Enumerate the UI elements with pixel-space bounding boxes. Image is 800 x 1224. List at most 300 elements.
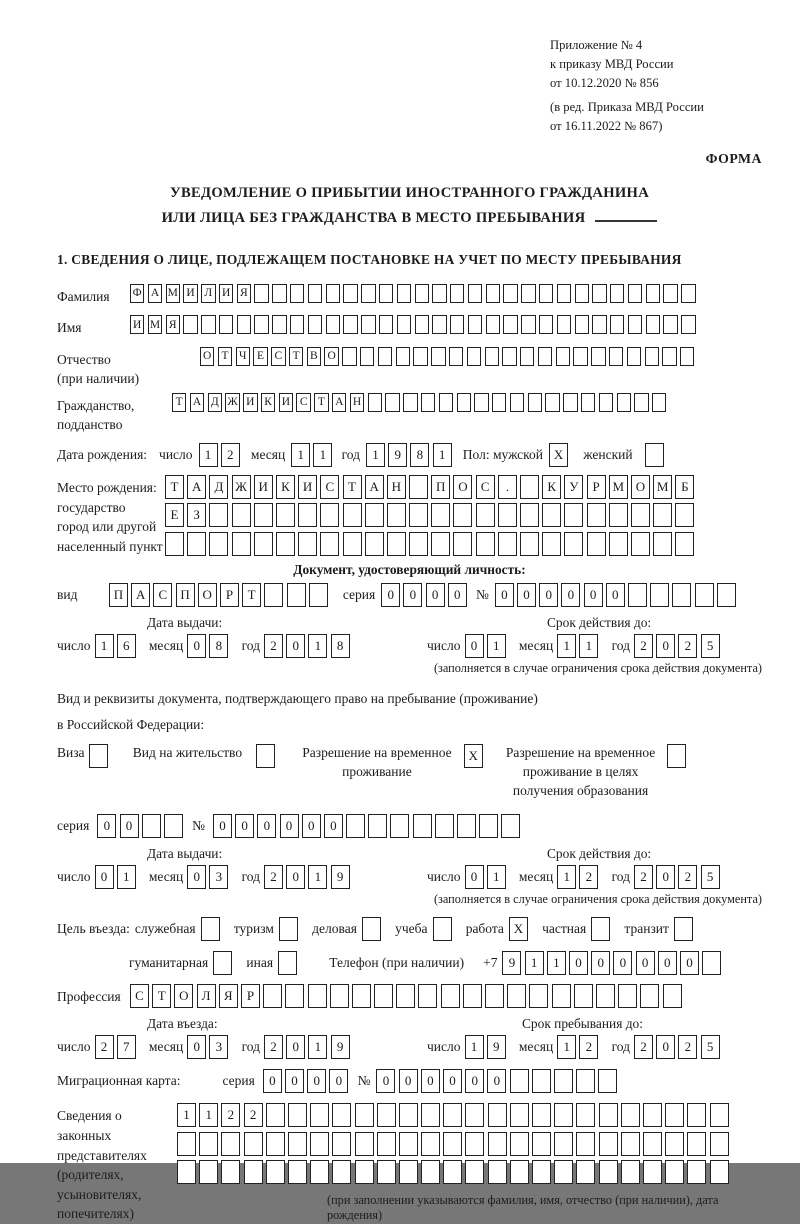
char-box[interactable] xyxy=(387,532,406,556)
char-box[interactable] xyxy=(320,532,339,556)
char-box[interactable]: Л xyxy=(201,284,215,303)
char-box[interactable] xyxy=(662,347,676,366)
char-box[interactable]: 3 xyxy=(209,865,228,889)
char-box[interactable] xyxy=(576,1132,595,1156)
char-box[interactable]: Т xyxy=(152,984,171,1008)
char-box[interactable] xyxy=(663,284,677,303)
char-box[interactable]: 2 xyxy=(678,634,697,658)
char-box[interactable]: 0 xyxy=(591,951,610,975)
char-box[interactable] xyxy=(663,984,682,1008)
char-box[interactable]: Н xyxy=(350,393,364,412)
char-box[interactable] xyxy=(581,393,595,412)
char-box[interactable] xyxy=(474,393,488,412)
checkbox-temp-residence-edu[interactable] xyxy=(667,744,686,768)
char-box[interactable] xyxy=(486,284,500,303)
char-box[interactable] xyxy=(374,984,393,1008)
char-box[interactable]: 1 xyxy=(95,634,114,658)
char-box[interactable]: К xyxy=(261,393,275,412)
char-box[interactable] xyxy=(397,315,411,334)
char-box[interactable] xyxy=(643,1132,662,1156)
char-box[interactable] xyxy=(387,503,406,527)
char-box[interactable]: А xyxy=(365,475,384,499)
char-box[interactable] xyxy=(396,984,415,1008)
char-box[interactable] xyxy=(431,503,450,527)
char-box[interactable] xyxy=(365,532,384,556)
char-box[interactable]: 1 xyxy=(308,865,327,889)
char-box[interactable] xyxy=(450,284,464,303)
char-box[interactable]: 1 xyxy=(557,865,576,889)
char-box[interactable] xyxy=(576,1103,595,1127)
char-box[interactable]: 0 xyxy=(465,634,484,658)
char-box[interactable] xyxy=(310,1103,329,1127)
char-box[interactable]: 0 xyxy=(656,634,675,658)
char-box[interactable] xyxy=(435,814,454,838)
char-box[interactable]: О xyxy=(324,347,338,366)
char-box[interactable]: 2 xyxy=(579,1035,598,1059)
char-box[interactable]: 2 xyxy=(678,1035,697,1059)
char-box[interactable] xyxy=(488,1160,507,1184)
char-box[interactable]: Я xyxy=(219,984,238,1008)
char-box[interactable]: Т xyxy=(218,347,232,366)
char-box[interactable] xyxy=(468,315,482,334)
char-box[interactable]: 0 xyxy=(539,583,558,607)
char-box[interactable]: 8 xyxy=(331,634,350,658)
char-box[interactable] xyxy=(621,1103,640,1127)
char-box[interactable] xyxy=(646,284,660,303)
char-box[interactable]: Т xyxy=(289,347,303,366)
char-box[interactable]: Д xyxy=(208,393,222,412)
char-box[interactable]: 9 xyxy=(331,865,350,889)
char-box[interactable] xyxy=(308,284,322,303)
char-box[interactable] xyxy=(463,984,482,1008)
char-box[interactable]: И xyxy=(254,475,273,499)
char-box[interactable]: 1 xyxy=(291,443,310,467)
char-box[interactable]: И xyxy=(243,393,257,412)
char-box[interactable] xyxy=(219,315,233,334)
char-box[interactable] xyxy=(368,393,382,412)
char-box[interactable] xyxy=(643,1160,662,1184)
char-box[interactable]: 1 xyxy=(433,443,452,467)
char-box[interactable] xyxy=(413,814,432,838)
char-box[interactable] xyxy=(221,1132,240,1156)
char-box[interactable] xyxy=(183,315,197,334)
char-box[interactable] xyxy=(653,532,672,556)
char-box[interactable]: 1 xyxy=(177,1103,196,1127)
char-box[interactable] xyxy=(681,315,695,334)
char-box[interactable]: 1 xyxy=(525,951,544,975)
char-box[interactable] xyxy=(652,393,666,412)
char-box[interactable] xyxy=(352,984,371,1008)
char-box[interactable]: С xyxy=(130,984,149,1008)
char-box[interactable]: 0 xyxy=(286,1035,305,1059)
char-box[interactable]: 1 xyxy=(199,1103,218,1127)
checkbox-gumanitarnaya[interactable] xyxy=(213,951,232,975)
char-box[interactable]: О xyxy=(174,984,193,1008)
char-box[interactable] xyxy=(557,315,571,334)
char-box[interactable] xyxy=(650,583,669,607)
char-box[interactable]: 1 xyxy=(199,443,218,467)
char-box[interactable] xyxy=(529,984,548,1008)
char-box[interactable] xyxy=(556,347,570,366)
char-box[interactable]: 0 xyxy=(381,583,400,607)
char-box[interactable] xyxy=(710,1103,729,1127)
char-box[interactable] xyxy=(254,315,268,334)
char-box[interactable] xyxy=(532,1103,551,1127)
char-box[interactable] xyxy=(675,532,694,556)
char-box[interactable] xyxy=(310,1132,329,1156)
char-box[interactable] xyxy=(355,1103,374,1127)
char-box[interactable] xyxy=(199,1132,218,1156)
char-box[interactable]: Я xyxy=(237,284,251,303)
char-box[interactable]: Ф xyxy=(130,284,144,303)
char-box[interactable] xyxy=(399,1103,418,1127)
char-box[interactable] xyxy=(563,393,577,412)
char-box[interactable] xyxy=(621,1132,640,1156)
char-box[interactable]: 1 xyxy=(366,443,385,467)
char-box[interactable] xyxy=(498,532,517,556)
char-box[interactable] xyxy=(355,1160,374,1184)
char-box[interactable]: М xyxy=(653,475,672,499)
checkbox-sluzhebnaya[interactable] xyxy=(201,917,220,941)
char-box[interactable] xyxy=(510,1160,529,1184)
char-box[interactable]: 9 xyxy=(331,1035,350,1059)
char-box[interactable]: 1 xyxy=(308,1035,327,1059)
char-box[interactable] xyxy=(326,284,340,303)
char-box[interactable] xyxy=(665,1160,684,1184)
char-box[interactable]: М xyxy=(148,315,162,334)
char-box[interactable]: О xyxy=(453,475,472,499)
char-box[interactable]: 0 xyxy=(187,1035,206,1059)
char-box[interactable] xyxy=(309,583,328,607)
char-box[interactable]: 0 xyxy=(465,1069,484,1093)
char-box[interactable] xyxy=(421,1160,440,1184)
char-box[interactable] xyxy=(498,503,517,527)
char-box[interactable]: Р xyxy=(241,984,260,1008)
char-box[interactable] xyxy=(710,1132,729,1156)
char-box[interactable] xyxy=(377,1132,396,1156)
char-box[interactable]: 2 xyxy=(244,1103,263,1127)
char-box[interactable] xyxy=(609,532,628,556)
char-box[interactable] xyxy=(403,393,417,412)
char-box[interactable]: С xyxy=(153,583,172,607)
char-box[interactable]: 0 xyxy=(656,865,675,889)
char-box[interactable] xyxy=(488,1132,507,1156)
char-box[interactable] xyxy=(575,284,589,303)
char-box[interactable]: К xyxy=(276,475,295,499)
char-box[interactable] xyxy=(617,393,631,412)
char-box[interactable] xyxy=(441,984,460,1008)
char-box[interactable]: 2 xyxy=(264,634,283,658)
char-box[interactable]: Е xyxy=(253,347,267,366)
char-box[interactable]: 0 xyxy=(426,583,445,607)
char-box[interactable] xyxy=(418,984,437,1008)
char-box[interactable] xyxy=(663,315,677,334)
char-box[interactable] xyxy=(521,284,535,303)
char-box[interactable] xyxy=(520,503,539,527)
checkbox-female[interactable] xyxy=(645,443,664,467)
char-box[interactable] xyxy=(476,503,495,527)
char-box[interactable]: У xyxy=(564,475,583,499)
char-box[interactable]: А xyxy=(190,393,204,412)
char-box[interactable]: 2 xyxy=(264,1035,283,1059)
char-box[interactable] xyxy=(254,284,268,303)
char-box[interactable] xyxy=(502,347,516,366)
checkbox-rabota[interactable]: X xyxy=(509,917,528,941)
char-box[interactable]: 0 xyxy=(213,814,232,838)
char-box[interactable] xyxy=(476,532,495,556)
char-box[interactable] xyxy=(542,503,561,527)
char-box[interactable] xyxy=(266,1103,285,1127)
char-box[interactable] xyxy=(468,284,482,303)
char-box[interactable] xyxy=(209,532,228,556)
char-box[interactable]: 0 xyxy=(606,583,625,607)
char-box[interactable] xyxy=(409,475,428,499)
char-box[interactable] xyxy=(554,1069,573,1093)
char-box[interactable] xyxy=(457,814,476,838)
char-box[interactable] xyxy=(254,503,273,527)
char-box[interactable] xyxy=(310,1160,329,1184)
char-box[interactable]: 0 xyxy=(97,814,116,838)
char-box[interactable] xyxy=(432,315,446,334)
char-box[interactable]: М xyxy=(166,284,180,303)
char-box[interactable] xyxy=(521,315,535,334)
char-box[interactable]: 0 xyxy=(187,865,206,889)
char-box[interactable] xyxy=(510,393,524,412)
char-box[interactable] xyxy=(276,532,295,556)
checkbox-residence-permit[interactable] xyxy=(256,744,275,768)
char-box[interactable]: 0 xyxy=(680,951,699,975)
char-box[interactable] xyxy=(628,583,647,607)
char-box[interactable]: 1 xyxy=(557,1035,576,1059)
char-box[interactable] xyxy=(628,315,642,334)
char-box[interactable]: 0 xyxy=(448,583,467,607)
char-box[interactable] xyxy=(343,284,357,303)
char-box[interactable]: 0 xyxy=(561,583,580,607)
char-box[interactable]: 0 xyxy=(584,583,603,607)
char-box[interactable] xyxy=(507,984,526,1008)
char-box[interactable] xyxy=(298,532,317,556)
char-box[interactable] xyxy=(575,315,589,334)
char-box[interactable]: 9 xyxy=(388,443,407,467)
char-box[interactable] xyxy=(263,984,282,1008)
char-box[interactable]: 8 xyxy=(410,443,429,467)
char-box[interactable] xyxy=(687,1103,706,1127)
char-box[interactable] xyxy=(221,1160,240,1184)
char-box[interactable] xyxy=(346,814,365,838)
char-box[interactable]: 5 xyxy=(701,1035,720,1059)
char-box[interactable] xyxy=(385,393,399,412)
char-box[interactable]: 5 xyxy=(701,865,720,889)
char-box[interactable] xyxy=(164,814,183,838)
char-box[interactable] xyxy=(201,315,215,334)
char-box[interactable] xyxy=(591,347,605,366)
char-box[interactable] xyxy=(702,951,721,975)
char-box[interactable] xyxy=(542,532,561,556)
char-box[interactable] xyxy=(177,1160,196,1184)
char-box[interactable]: 0 xyxy=(658,951,677,975)
char-box[interactable] xyxy=(290,284,304,303)
char-box[interactable]: И xyxy=(279,393,293,412)
checkbox-delovaya[interactable] xyxy=(362,917,381,941)
char-box[interactable] xyxy=(640,984,659,1008)
char-box[interactable]: 0 xyxy=(399,1069,418,1093)
char-box[interactable] xyxy=(592,315,606,334)
char-box[interactable]: 0 xyxy=(257,814,276,838)
char-box[interactable]: 2 xyxy=(579,865,598,889)
char-box[interactable] xyxy=(409,532,428,556)
char-box[interactable]: 1 xyxy=(308,634,327,658)
char-box[interactable] xyxy=(510,1103,529,1127)
char-box[interactable]: 0 xyxy=(263,1069,282,1093)
char-box[interactable]: 2 xyxy=(221,1103,240,1127)
char-box[interactable] xyxy=(609,503,628,527)
char-box[interactable] xyxy=(710,1160,729,1184)
char-box[interactable] xyxy=(486,315,500,334)
char-box[interactable]: 0 xyxy=(285,1069,304,1093)
char-box[interactable] xyxy=(285,984,304,1008)
char-box[interactable] xyxy=(545,393,559,412)
char-box[interactable] xyxy=(450,315,464,334)
char-box[interactable]: 9 xyxy=(487,1035,506,1059)
char-box[interactable] xyxy=(415,284,429,303)
char-box[interactable] xyxy=(564,532,583,556)
char-box[interactable] xyxy=(272,315,286,334)
char-box[interactable] xyxy=(599,1132,618,1156)
char-box[interactable]: 1 xyxy=(313,443,332,467)
char-box[interactable]: Б xyxy=(675,475,694,499)
char-box[interactable]: П xyxy=(109,583,128,607)
char-box[interactable] xyxy=(288,1132,307,1156)
char-box[interactable]: С xyxy=(476,475,495,499)
char-box[interactable] xyxy=(485,984,504,1008)
char-box[interactable] xyxy=(355,1132,374,1156)
char-box[interactable] xyxy=(695,583,714,607)
char-box[interactable] xyxy=(361,315,375,334)
char-box[interactable] xyxy=(421,1103,440,1127)
char-box[interactable]: И xyxy=(298,475,317,499)
checkbox-chastnaya[interactable] xyxy=(591,917,610,941)
char-box[interactable] xyxy=(643,1103,662,1127)
char-box[interactable] xyxy=(421,393,435,412)
char-box[interactable]: Т xyxy=(165,475,184,499)
char-box[interactable] xyxy=(431,532,450,556)
char-box[interactable] xyxy=(266,1132,285,1156)
char-box[interactable] xyxy=(564,503,583,527)
char-box[interactable] xyxy=(457,393,471,412)
char-box[interactable]: 0 xyxy=(443,1069,462,1093)
char-box[interactable] xyxy=(421,1132,440,1156)
char-box[interactable] xyxy=(449,347,463,366)
char-box[interactable] xyxy=(272,284,286,303)
char-box[interactable] xyxy=(631,532,650,556)
char-box[interactable] xyxy=(415,315,429,334)
char-box[interactable] xyxy=(574,984,593,1008)
checkbox-visa[interactable] xyxy=(89,744,108,768)
char-box[interactable] xyxy=(320,503,339,527)
char-box[interactable]: 6 xyxy=(117,634,136,658)
char-box[interactable] xyxy=(232,532,251,556)
char-box[interactable]: П xyxy=(176,583,195,607)
char-box[interactable] xyxy=(377,1160,396,1184)
char-box[interactable] xyxy=(675,503,694,527)
char-box[interactable] xyxy=(237,315,251,334)
char-box[interactable]: И xyxy=(130,315,144,334)
char-box[interactable] xyxy=(396,347,410,366)
char-box[interactable] xyxy=(510,1132,529,1156)
char-box[interactable]: 0 xyxy=(613,951,632,975)
char-box[interactable]: 0 xyxy=(403,583,422,607)
char-box[interactable]: 1 xyxy=(579,634,598,658)
char-box[interactable] xyxy=(532,1069,551,1093)
char-box[interactable]: 0 xyxy=(95,865,114,889)
char-box[interactable]: 0 xyxy=(307,1069,326,1093)
char-box[interactable]: 2 xyxy=(634,634,653,658)
char-box[interactable] xyxy=(365,503,384,527)
char-box[interactable] xyxy=(378,347,392,366)
char-box[interactable]: А xyxy=(332,393,346,412)
char-box[interactable]: С xyxy=(271,347,285,366)
char-box[interactable]: 5 xyxy=(701,634,720,658)
char-box[interactable] xyxy=(627,347,641,366)
char-box[interactable] xyxy=(264,583,283,607)
char-box[interactable] xyxy=(552,984,571,1008)
char-box[interactable] xyxy=(465,1132,484,1156)
char-box[interactable] xyxy=(634,393,648,412)
char-box[interactable]: Р xyxy=(587,475,606,499)
char-box[interactable] xyxy=(298,503,317,527)
char-box[interactable] xyxy=(599,1103,618,1127)
char-box[interactable]: Ч xyxy=(236,347,250,366)
char-box[interactable]: 0 xyxy=(187,634,206,658)
char-box[interactable] xyxy=(165,532,184,556)
char-box[interactable] xyxy=(287,583,306,607)
char-box[interactable] xyxy=(377,1103,396,1127)
char-box[interactable] xyxy=(610,315,624,334)
char-box[interactable] xyxy=(598,1069,617,1093)
char-box[interactable]: 0 xyxy=(569,951,588,975)
char-box[interactable]: 1 xyxy=(117,865,136,889)
char-box[interactable]: Т xyxy=(343,475,362,499)
char-box[interactable] xyxy=(665,1103,684,1127)
char-box[interactable] xyxy=(576,1160,595,1184)
char-box[interactable]: 2 xyxy=(221,443,240,467)
char-box[interactable]: Л xyxy=(197,984,216,1008)
char-box[interactable] xyxy=(557,284,571,303)
char-box[interactable] xyxy=(199,1160,218,1184)
char-box[interactable] xyxy=(587,532,606,556)
char-box[interactable] xyxy=(510,1069,529,1093)
char-box[interactable] xyxy=(573,347,587,366)
char-box[interactable] xyxy=(503,315,517,334)
char-box[interactable]: 2 xyxy=(95,1035,114,1059)
char-box[interactable]: М xyxy=(609,475,628,499)
char-box[interactable] xyxy=(360,347,374,366)
char-box[interactable]: 0 xyxy=(465,865,484,889)
char-box[interactable] xyxy=(397,284,411,303)
char-box[interactable] xyxy=(501,814,520,838)
char-box[interactable]: И xyxy=(219,284,233,303)
char-box[interactable] xyxy=(244,1160,263,1184)
char-box[interactable] xyxy=(532,1132,551,1156)
char-box[interactable] xyxy=(665,1132,684,1156)
char-box[interactable]: 9 xyxy=(502,951,521,975)
char-box[interactable] xyxy=(431,347,445,366)
char-box[interactable]: 7 xyxy=(117,1035,136,1059)
char-box[interactable] xyxy=(645,347,659,366)
char-box[interactable] xyxy=(465,1103,484,1127)
char-box[interactable]: Д xyxy=(209,475,228,499)
char-box[interactable] xyxy=(330,984,349,1008)
